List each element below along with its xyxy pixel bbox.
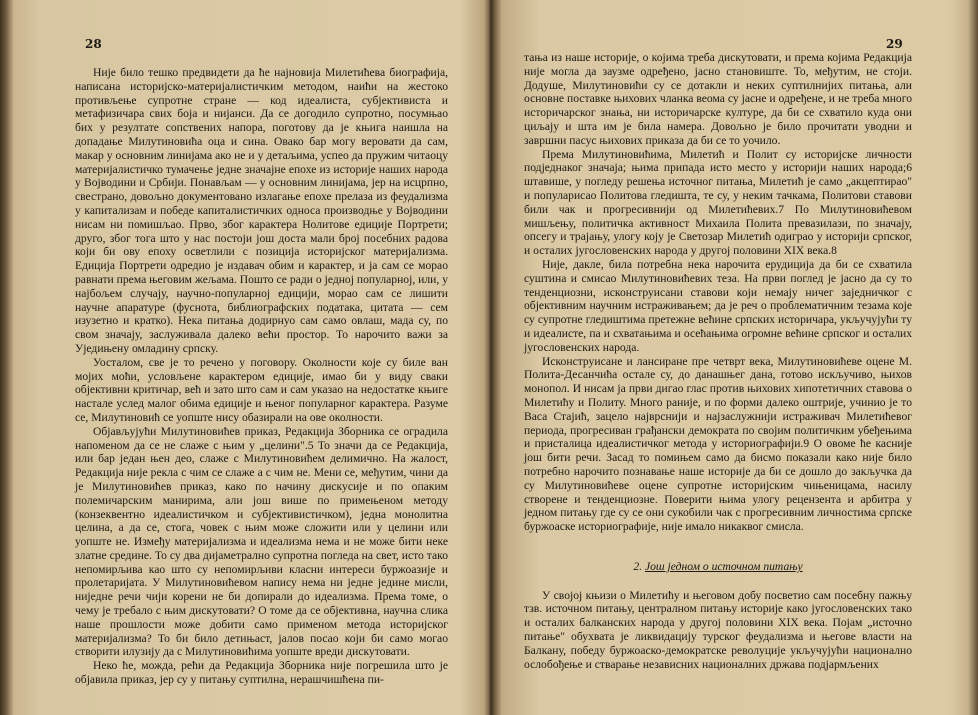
- right-page-text: [524, 51, 912, 671]
- paragraph: Није било тешко предвидети да ће најновија Милетићева биографија, написана историјско-материјалистичким методом, наићи на жестоко противљење супротне стране — код идеалиста, субјективиста и метафизичара свих боја и нијанси. Да се догодило супротно, посумњао бих у резултате сопствених напора, поготову да је књига наишла на допадање Милутиновића оца и сина. Овако бар могу веровати да сам, макар у основним линијама ако не и у детаљима, успео да пружим читаоцу материјалистичко тумачење једне значајне епохе из историје наших народа у Војводини и Србији. Понављам — у основним линијама, јер на исцрпно, свестрано, довољно документовано излагање епохе прелаза из феудализма у капитализам и победе капиталистичких односа производње у Војводини нисам ни помишљао. Прво, због карактера Нолитове едиције Портрети; друго, због тога што у нас постоји још доста мали број посебних радова који би ову епоху осветлили с позиција историјског материјализма. Едиција Портрети одредио је издавач обим и карактер, и ја сам се морао равнати према његовим жељама. Пошто се ради о једној популарној, или, у најбољем случају, научно-популарној едицији, морао сам се лишити научне апаратуре (фуснота, библиографских података, цитата — сем изузетно и кратко). Нека питања додирнуо сам само овлаш, мада су, по свом значају, заслуживала далеко већи простор. То нарочито важи за Уједињену омладину српску.: [75, 66, 448, 355]
- left-page-text: [75, 66, 448, 687]
- paragraph: Неко ће, можда, рећи да Редакција Зборника није погрешила што је објавила приказ, јер су у питању суптилна, нерашчишћена пи-: [75, 659, 448, 687]
- paragraph: Уосталом, све је то речено у поговору. Околности које су биле ван мојих моћи, условљене карактером едиције, имао би у виду сваки објективни критичар, већ и зато што сам и сам указао на недостатке књиге настале услед малог обима едиције и њеног популарног карактера. Разуме се, Милутиновић се уопште нису обазирали на ове околности.: [75, 355, 448, 424]
- paragraph: Објављујући Милутиновићев приказ, Редакција Зборника се оградила напоменом да се не слаже с њим у „целини".5 То значи да се Редакција, или бар један њен део, слаже с Милутиновићем делимично. На жалост, Редакција није рекла с чим се слаже а с чим не. Мени се, међутим, чини да је Милутиновићев приказ, како по начину дискусије и по опаким полемичарским манирима, али још више по примењеном методу (конзеквентно идеалистичком и субјективистичком), једна монолитна целина, а да се, стога, човек с њим може сложити или у целини или уопште не. Између материјализма и идеализма нема и не може бити неке златне средине. То су два дијаметрално супротна погледа на свет, исто тако непомирљива као што су непомирљиви класни интереси буржоазије и пролетаријата. У Милутиновићевом напису нема ни једне једине мисли, ниједне речи чији корени не би допирали до идеализма. Према томе, о чему је требало с њим дискутовати? О томе да се објективна, научна слика наше прошлости може добити само применом метода историјског материјализма? То би било детињаст, јалов посао који би само могао створити илузију да с Милутиновићима уопште вреди дискутовати.: [75, 424, 448, 659]
- right-page: [497, 0, 967, 715]
- paragraph: Према Милутиновићима, Милетић и Полит су историјске личности подједнаког значаја; њима припада исто место у историји наших народа;6 штавише, у погледу решења источног питања, Милетић је само „акцептирао" и популарисао Политова гледишта, те су, у неким тачкама, Политови ставови били чак и прогресивнији од Милетићевих.7 По Милутиновићевом мишљењу, политичка активност Михаила Полита превазилази, по значају, опсегу и трајању, улогу коју је Светозар Милетић одиграо у историји српског, и осталих југословенских народа у другој половини XIX века.8: [524, 147, 912, 258]
- paragraph: тања из наше историје, о којима треба дискутовати, и према којима Редакција није могла да заузме одређено, јасно становиште. То, међутим, не стоји. Додуше, Милутиновићи су се дотакли и неких суптилнијих питања, али основне поставке њихових чланка веома су јасне и одређене, и не треба много историчарског знања, ни историчарске културе, да би се схватило куда они циљају и шта им је била намера. Довољно је било прочитати уводни и завршни пасус њихових приказа да би се то уочило.: [524, 51, 912, 147]
- section-heading-text: Још једном о источном питању: [644, 559, 803, 573]
- paragraph: Није, дакле, била потребна нека нарочита ерудиција да би се схватила суштина и смисао Милутиновићевих теза. На први поглед је јасно да су то тенденциозни, исконструисани ставови који немају ничег заједничког с објективним научним истраживањем; да је реч о проблематичним тезама које су супротне гледиштима претежне већине српских историчара, укључујући ту и идеалисте, па и схватањима и осећањима огромне већине српског и осталих југословенских народа.: [524, 257, 912, 354]
- page-number-right: 29: [886, 37, 903, 51]
- left-page: [14, 0, 484, 715]
- paragraph: Исконструисане и лансиране пре четврт века, Милутиновићеве оцене М. Полита-Десанчића остале су, до данашњег дана, готово искључиво, њихов монопол. И нисам ја први дигао глас против њихових хипотетичних ставова о Милетићу и Политу. Много раније, и по форми далеко оштрије, учинио је то Васа Стајић, зацело најврснији и најзаслужнији истраживач Милетићевог периода, прогресиван грађански демократа по својим политичким убеђењима и присталица идеалистичког метода у историографији.9 О овоме ће касније још бити речи. Засад то помињем само да бисмо показали како није било потребно нарочито познавање наше историје да би се дошло до закључка да су Милутиновићеве оцене супротне историјским чињеницама, насилу створене и тенденциозне. Поверити њима улогу рецензента и арбитра у једном питању где су се они сукобили чак с прогресивним личностима српске буржоаске историографије, није имало никаквог смисла.: [524, 354, 912, 534]
- page-number-left: 28: [85, 37, 102, 51]
- section-heading-number: 2.: [633, 559, 643, 573]
- section-heading: [524, 560, 912, 574]
- paragraph: У својој књизи о Милетићу и његовом добу посветио сам посебну пажњу тзв. источном питању, централном питању историје како југословенских тако и осталих балканских народа у другој половини XIX века. Појам „источно питање" обухвата је ликвидацију турског феудализма и његове власти на Балкану, победу буржоаско-демократске револуције укључујући национално ослобођење и стварање независних националних држава подјармљених: [524, 588, 912, 671]
